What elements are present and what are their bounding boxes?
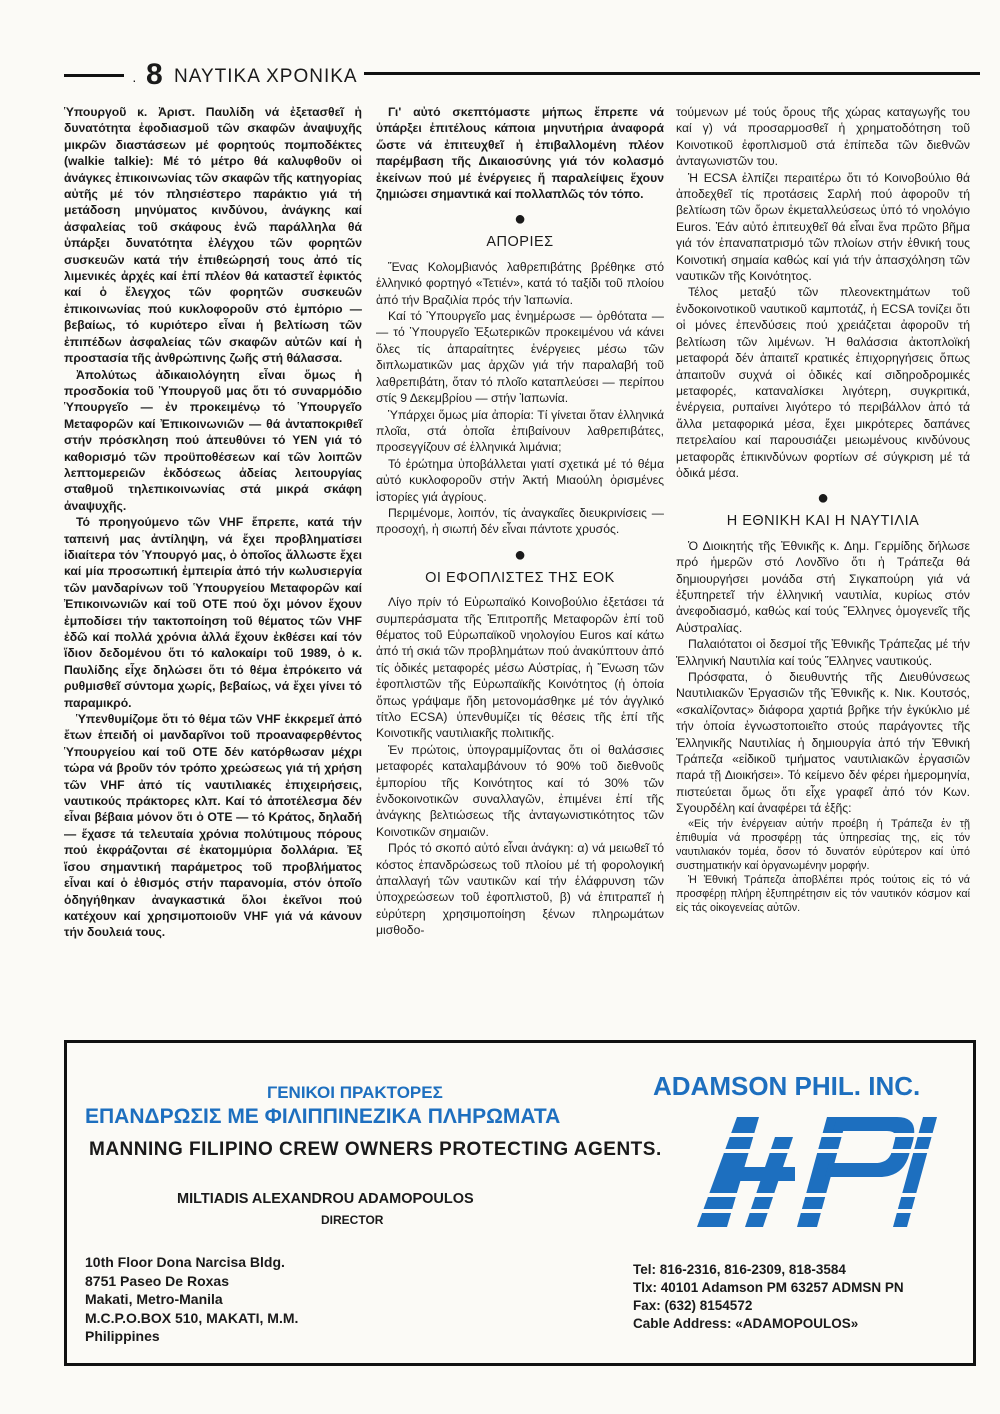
address-line: Makati, Metro-Manila [85,1291,223,1307]
paragraph: Ὑπουργοῦ κ. Ἀριστ. Παυλίδη νά ἐξετασθεῖ ἡ δυνατότητα ἐφοδιασμοῦ τῶν σκαφῶν ἀναψυχῆς μικρῶν διαστάσεων μέ φορητούς πομποδέκτες (walkie talkie): Μέ τό μέτρο θά καλυφθοῦν οἱ ἀνάγκες ἐπικοινωνίας τῶν σκαφῶν τῆς κατηγορίας αὐτῆς μέ τόν πλησιέστερο παράκτιο γιά τή μετάδοση μηνύματος κινδύνου, ἀνάγκης καί ἀσφαλείας τοῦ σκάφους ἐνῶ παράλληλα θά ὑπάρξει δυνατότητα ἐλέγχου τῶν φορητῶν συσκευῶν κατά τήν ἐπιθεώρησή τους ἀπό τίς λιμενικές ἀρχές καί ἐπί πλέον θά καταστεῖ ἐφικτός καί ὁ ἔλεγχος τῶν φορητῶν συσκευῶν ἐπικοινωνίας πού κυκλοφοροῦν στό ἐμπόριο — βεβαίως, τό κυριότερο εἶναι ἡ βελτίωση τῶν ἐπιπέδων ἀσφαλείας τῶν σκαφῶν αὐτῶν καί ἡ προστασία τῆς ἀνθρώπινης ζωῆς στή θάλασσα. [64,105,362,366]
paragraph: Ὑπάρχει ὅμως μία ἀπορία: Τί γίνεται ὅταν ἑλληνικά πλοῖα, στά ὁποῖα ἐπιβαίνουν λαθρεπιβάτες, προσεγγίζουν σέ ἑλληνικά λιμάνια; [376,407,664,455]
ad-address [85,1253,298,1346]
ad-director-role: DIRECTOR [321,1213,384,1227]
section-title-apories: ΑΠΟΡΙΕΣ [486,234,554,251]
paragraph: Τό προηγούμενο τῶν VHF ἔπρεπε, κατά τήν ταπεινή μας ἀντίληψη, νά ἔχει προβληματίσει ἰδιαίτερα τόν Ὑπουργό μας, ὁ ὁποῖος ἄλλωστε ἔχει καί μία προσωπική ἐμπειρία ἀπό τήν κωλυσιεργία τῶν μανδαρίνων τοῦ Ὑπουργείου Μεταφορῶν καί Ἐπικοινωνιῶν καί τοῦ ΟΤΕ πού ὄχι μόνον ἔχουν ἐμποδίσει τήν τακτοποίηση τοῦ θέματος τῶν VHF ἐδῶ καί πολλά χρόνια ἀλλά ἔχουν ἐκθέσει καί τόν ἴδιον δεδομένου ὅτι τό καλοκαίρι τοῦ 1989, ὁ κ. Παυλίδης εἶχε δηλώσει ὅτι τό θέμα ἐπρόκειτο νά ρυθμισθεῖ σύντομα χωρίς, βεβαίως, νά ἔχει γίνει τό παραμικρό. [64,515,362,710]
masthead-rule-right [364,72,980,75]
paragraph: Παλαιότατοι οἱ δεσμοί τῆς Ἐθνικῆς Τράπεζας μέ τήν Ἑλληνική Ναυτιλία καί τούς Ἕλληνες ναυτικούς. [676,637,970,668]
lead-paragraph: Γι' αὐτό σκεπτόμαστε μήπως ἔπρεπε νά ὑπάρξει ἐπιτέλους κάποια μηνυτήρια ἀναφορά ὥστε νά ἐπιτευχθεῖ ἡ ἐπιβαλλομένη πλέον παρέμβαση τῆς Δικαιοσύνης γιά τόν κολασμό ἐκείνων πού μέ ἐνέργειες ἤ παραλείψεις ἔχουν ζημιώσει σημαντικά καί πολλαπλῶς τόν τόπο. [376,105,664,202]
paragraph: Ὑπενθυμίζομε ὅτι τό θέμα τῶν VHF ἐκκρεμεῖ ἀπό ἔτων ἐπειδή οἱ μανδαρῖνοι τοῦ προαναφερθέντος Ὑπουργείου καί τοῦ ΟΤΕ δέν κατόρθωσαν μέχρι τώρα νά βροῦν τόν τρόπο χρεώσεως γιά τή χρήση τῶν VHF ἀπό τίς ναυτιλιακές ἐπιχειρήσεις, ναυτικούς πράκτορες κλπ. Καί τό ἀποτέλεσμα δέν εἶναι βέβαια μόνον ὅτι ὁ ΟΤΕ — τό Κράτος, δηλαδή — ἔχασε τά τελευταία χρόνια πολύτιμους πόρους πού ἐκφράζονται σέ ἑκατομμύρια δολλάρια. Ἐξ ἴσου σημαντική παράμετρος τοῦ προβλήματος εἶναι καί ὁ ἐθισμός στήν παρανομία, στόν ὁποῖο ὁδηγήθηκαν ἀναγκαστικά ὅλοι ἐκεῖνοι πού κατέχουν καί χρησιμοποιοῦν VHF γιά νά κάνουν τήν δουλειά τους. [64,712,362,940]
paragraph: τούμενων μέ τούς ὅρους τῆς χώρας καταγωγῆς του καί γ) νά προσαρμοσθεῖ ἡ χρηματοδότηση τοῦ Κοινοτικοῦ ἐφοπλισμοῦ στά ἐπίπεδα τῶν διεθνῶν ἀνταγωνιστῶν του. [676,105,970,169]
publication-title: ΝΑΥΤΙΚΑ ΧΡΟΝΙΚΑ [174,66,358,87]
page-number: 8 [146,58,163,91]
paragraph: Πρόσφατα, ὁ διευθυντής τῆς Διευθύνσεως Ναυτιλιακῶν Ἐργασιῶν τῆς Ἐθνικῆς κ. Νικ. Κουτσός, «σκαλίζοντας» διάφορα χαρτιά βρῆκε τήν ἐγκύκλιο μέ τήν ὁποία ἐγνωστοποιεῖτο στούς παράγοντες τῆς Ἑλληνικῆς Ναυτιλίας ἡ δημιουργία ἀπό τήν Ἐθνική Τράπεζα «εἰδικοῦ τμήματος ναυτιλιακῶν ἐργασιῶν παρά τῇ Διοικήσει». Τό κείμενο δέν φέρει ἡμερομηνία, πιστεύεται ὅμως ὅτι εἶχε γραφεῖ ἀπό τόν Κων. Σγουρδέλη καί ἀναφέρει τά ἑξῆς: [676,670,970,816]
paragraph: Λίγο πρίν τό Εὐρωπαϊκό Κοινοβούλιο ἐξετάσει τά συμπεράσματα τῆς Ἐπιτροπῆς Μεταφορῶν ἐπί τοῦ θέματος τοῦ Εὐρωπαϊκοῦ νηολογίου Euros καί κάτω ἀπό τή σκιά τῶν προβλημάτων πού ἀνακύπτουν ἀπό τίς ὁδικές μεταφορές μέσω Αὐστρίας, ἡ Ἕνωση τῶν ἐφοπλιστῶν τῆς Εὐρωπαϊκῆς Κοινότητος (ἡ ὁποία ὅπως γράψαμε ἤδη μετονομάσθηκε μέ τόν ἀγγλικό τίτλο ECSA) ὑπενθυμίζει τίς θέσεις τῆς ἐπί τῆς Κοινοτικῆς ναυτιλιακῆς πολιτικῆς. [376,595,664,741]
section-bullet: ● [513,543,527,566]
contact-line: Tlx: 40101 Adamson PM 63257 ADMSN PN [633,1280,904,1295]
ad-company-name: ADAMSON PHIL. INC. [653,1071,921,1101]
ad-contact-details [633,1261,904,1333]
paragraph: Περιμένομε, λοιπόν, τίς ἀναγκαῖες διευκρινίσεις — προσοχή, ἡ σιωπή δέν εἶναι πάντοτε χρυσός. [376,505,664,537]
address-line: Philippines [85,1328,160,1344]
column-3 [676,104,970,915]
api-logo-icon [697,1107,937,1237]
section-bullet: ● [513,208,527,231]
ad-greek-subheading: ΕΠΑΝΔΡΩΣΙΣ ΜΕ ΦΙΛΙΠΠΙΝΕΖΙΚΑ ΠΛΗΡΩΜΑΤΑ [85,1105,561,1128]
advertisement [64,1040,976,1366]
paragraph: Ἕνας Κολομβιανός λαθρεπιβάτης βρέθηκε στό ἑλληνικό φορτηγό «Τετιέν», κατά τό ταξίδι τοῦ πλοίου ἀπό τήν Βραζιλία πρός τήν Ἰαπωνία. [376,259,664,307]
contact-line: Fax: (632) 8154572 [633,1298,753,1313]
paragraph: Τό ἐρώτημα ὑποβάλλεται γιατί σχετικά μέ τό θέμα αὐτό κυκλοφοροῦν στήν Ἀκτή Μιαούλη ὁρισμένες ἱστορίες γιά ἀγρίους. [376,456,664,504]
paragraph: Καί τό Ὑπουργεῖο μας ἐνημέρωσε — ὀρθότατα — — τό Ὑπουργεῖο Ἐξωτερικῶν προκειμένου νά κάνει ὅλες τίς ἀπαραίτητες ἐνέργειες μέσω τῶν διπλωματικῶν μας ἀρχῶν γιά τήν παραλαβή τοῦ λαθρεπιβάτη, ὅταν τό πλοῖο καταπλεύσει — περίπου στίς 9 Δεκεμβρίου — στήν Ἰαπωνία. [376,309,664,406]
contact-line: Tel: 816-2316, 816-2309, 818-3584 [633,1262,846,1277]
section-title-ethniki: Η ΕΘΝΙΚΗ ΚΑΙ Η ΝΑΥΤΙΛΙΑ [726,513,920,530]
masthead [64,60,980,96]
paragraph: Ἀπολύτως ἀδικαιολόγητη εἶναι ὅμως ἡ προσδοκία τοῦ Ὑπουργοῦ μας ὅτι τό συναρμόδιο Ὑπουργεῖο — ἐν προκειμένῳ τό Ὑπουργεῖο Μεταφορῶν καί Ἐπικοινωνιῶν — θά ἀνταποκριθεῖ στήν πρόσκληση πού ἀπευθύνει τό ΥΕΝ γιά τό καθορισμό τῶν προϋποθέσεων καί τῶν λοιπῶν λεπτομερειῶν ἐκδόσεως ἀδείας λειτουργίας σταθμοῦ τηλεπικοινωνίας στά μικρά σκάφη ἀναψυχῆς. [64,367,362,513]
column-1 [64,104,362,941]
address-line: M.C.P.O.BOX 510, MAKATI, M.M. [85,1309,299,1326]
paragraph: Πρός τό σκοπό αὐτό εἶναι ἀνάγκη: α) νά μειωθεῖ τό κόστος ἐπανδρώσεως τοῦ πλοίου μέ τή φορολογική ἀπαλλαγή τῶν ναυτικῶν καί τήν ἐλάφρυνση τῶν ὑποχρεώσεων τοῦ ἐφοπλιστοῦ, β) νά ἐπιτραπεῖ ἡ εὐρύτερη χρησιμοποίηση ξένων πληρωμάτων μισθοδο- [376,841,664,938]
quote-paragraph: Ἡ Ἐθνική Τράπεζα ἀποβλέπει πρός τούτοις εἰς τό νά προσφέρῃ πλήρη ἐξυπηρέτησιν εἰς τόν ναυτικόν κόσμον καί εἰς τάς οἰκογενείας αὐτῶν. [676,873,970,914]
column-2 [376,104,664,939]
section-title-efoplistes: ΟΙ ΕΦΟΠΛΙΣΤΕΣ ΤΗΣ ΕΟΚ [425,569,615,586]
masthead-dot: · [132,72,137,88]
paragraph: Τέλος μεταξύ τῶν πλεονεκτημάτων τοῦ ἐνδοκοινοτικοῦ ναυτικοῦ καμποτάζ, ἡ ECSA τονίζει ὅτι οἱ μόνες ἐπενδύσεις πού χρειάζεται ἀφοροῦν τή βελτίωση τῶν λιμένων. Ἡ θαλάσσια ἀκτοπλοϊκή μεταφορά δέν ἀπαιτεῖ κρατικές ἐπιχορηγήσεις ὅπως ἀπαιτοῦν συχνά οἱ ὁδικές καί σιδηροδρομικές μεταφορές, καταναλίσκει λιγότερη, συγκριτικά, ἐνέργεια, ρυπαίνει λιγότερο τό περιβάλλον ἀπό τά ἄλλα μεταφορικά μέσα, ἔχει μικρότερες δαπάνες πετρελαίου καί παρουσιάζει μειωμένους κινδύνους μεταφορᾶς ἐπικινδύνων φορτίων σέ σύγκριση μέ τά ὁδικά μέσα. [676,285,970,480]
address-line: 10th Floor Dona Narcisa Bldg. [85,1254,285,1270]
paragraph: Ἡ ECSA ἐλπίζει περαιτέρω ὅτι τό Κοινοβούλιο θά ἀποδεχθεῖ τίς προτάσεις Σαρλή πού ἀφοροῦν τή βελτίωση τῶν ὅρων ἐκμεταλλεύσεως ὑπό τό νηολόγιο Euros. Ἐάν αὐτό ἐπιτευχθεῖ θά εἶναι ἕνα πρῶτο βῆμα γιά τόν ἐπαναπατρισμό τῶν πλοίων στήν ἐθνική τους Κοινοτική σημαία καθώς καί γιά τήν ἀπασχόληση τῶν ναυτικῶν τῆς Κοινότητος. [676,170,970,284]
quote-paragraph: «Εἰς τήν ἐνέργειαν αὐτήν προέβη ἡ Τράπεζα ἐν τῇ ἐπιθυμία νά προσφέρῃ τάς ὑπηρεσίας της, εἰς τόν ναυτιλιακόν τομέα, ὅσον τό δυνατόν εὐρύτερον καί ὑπό συστηματικήν καί ὀργανωμένην μορφήν. [676,817,970,872]
masthead-rule-left [64,74,124,77]
section-bullet: ● [816,487,830,510]
address-line: 8751 Paseo De Roxas [85,1272,229,1289]
ad-director-name: MILTIADIS ALEXANDROU ADAMOPOULOS [177,1191,474,1207]
ad-english-tagline: MANNING FILIPINO CREW OWNERS PROTECTING AGENTS. [89,1139,662,1160]
paragraph: Ὁ Διοικητής τῆς Ἐθνικῆς κ. Δημ. Γερμίδης δήλωσε πρό ἡμερῶν στό Λονδῖνο ὅτι ἡ Τράπεζα θά δημιουργήσει μονάδα στή Σιγκαπούρη γιά νά ἐξυπηρετεῖ τήν ἑλληνική ναυτιλία, κυρίως στόν ἀνεφοδιασμό, καθώς καί τούς Ἕλληνες ὁμογενεῖς τῆς Αὐστραλίας. [676,538,970,635]
contact-line: Cable Address: «ADAMOPOULOS» [633,1316,859,1331]
paragraph: Ἐν πρώτοις, ὑπογραμμίζοντας ὅτι οἱ θαλάσσιες μεταφορές καταλαμβάνουν τό 90% τοῦ διεθνοῦς ἐμπορίου τῆς Κοινότητος καί τό 30% τῶν ἐνδοκοινοτικῶν συναλλαγῶν, ἐπιμένει ἐπί τῆς ἀνάγκης βελτιώσεως τῆς ἀνταγωνιστικότητος τῶν Κοινοτικῶν σημαιῶν. [376,742,664,839]
ad-greek-heading: ΓΕΝΙΚΟΙ ΠΡΑΚΤΟΡΕΣ [267,1083,443,1102]
